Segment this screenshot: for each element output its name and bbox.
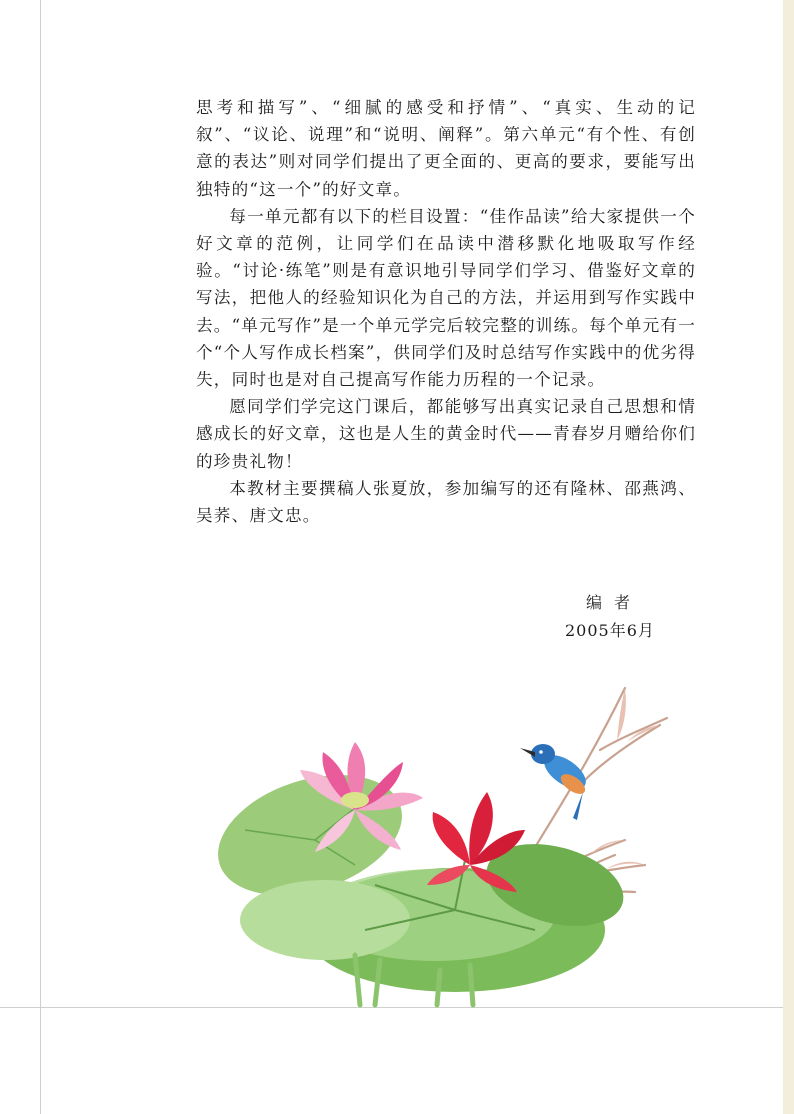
paragraph-4: 本教材主要撰稿人张夏放，参加编写的还有隆林、邵燕鸿、吴荞、唐文忠。 xyxy=(196,478,696,526)
lotus-illustration xyxy=(205,680,685,1010)
page-edge-strip xyxy=(783,0,794,1114)
paragraph-2: 每一单元都有以下的栏目设置：“佳作品读”给大家提供一个好文章的范例，让同学们在品读中潜移默化地吸取写作经验。“讨论·练笔”则是有意识地引导同学们学习、借鉴好文章的写法，把他人的经验知识化为自己的方法，并运用到写作实践中去。“单元写作”是一个单元学完后较完整的训练。每个单元有一个“个人写作成长档案”，供同学们及时总结写作实践中的优劣得失，同时也是对自己提高写作能力历程的一个记录。 xyxy=(196,206,696,390)
paragraph-3: 愿同学们学完这门课后，都能够写出真实记录自己思想和情感成长的好文章，这也是人生的黄金时代——青春岁月赠给你们的珍贵礼物！ xyxy=(196,397,696,471)
signature-date: 2005年6月 xyxy=(565,621,655,640)
kingfisher-bird xyxy=(520,744,592,820)
page-margin-line xyxy=(40,0,41,1114)
signature-editor: 编者 xyxy=(586,593,643,612)
reed-leaves xyxy=(590,688,660,870)
paragraph-1: 思考和描写”、“细腻的感受和抒情”、“真实、生动的记叙”、“议论、说理”和“说明、阐释”。第六单元“有个性、有创意的表达”则对同学们提出了更全面的、更高的要求，要能写出独特的“这一个”的好文章。 xyxy=(196,98,696,199)
body-text xyxy=(196,94,696,529)
